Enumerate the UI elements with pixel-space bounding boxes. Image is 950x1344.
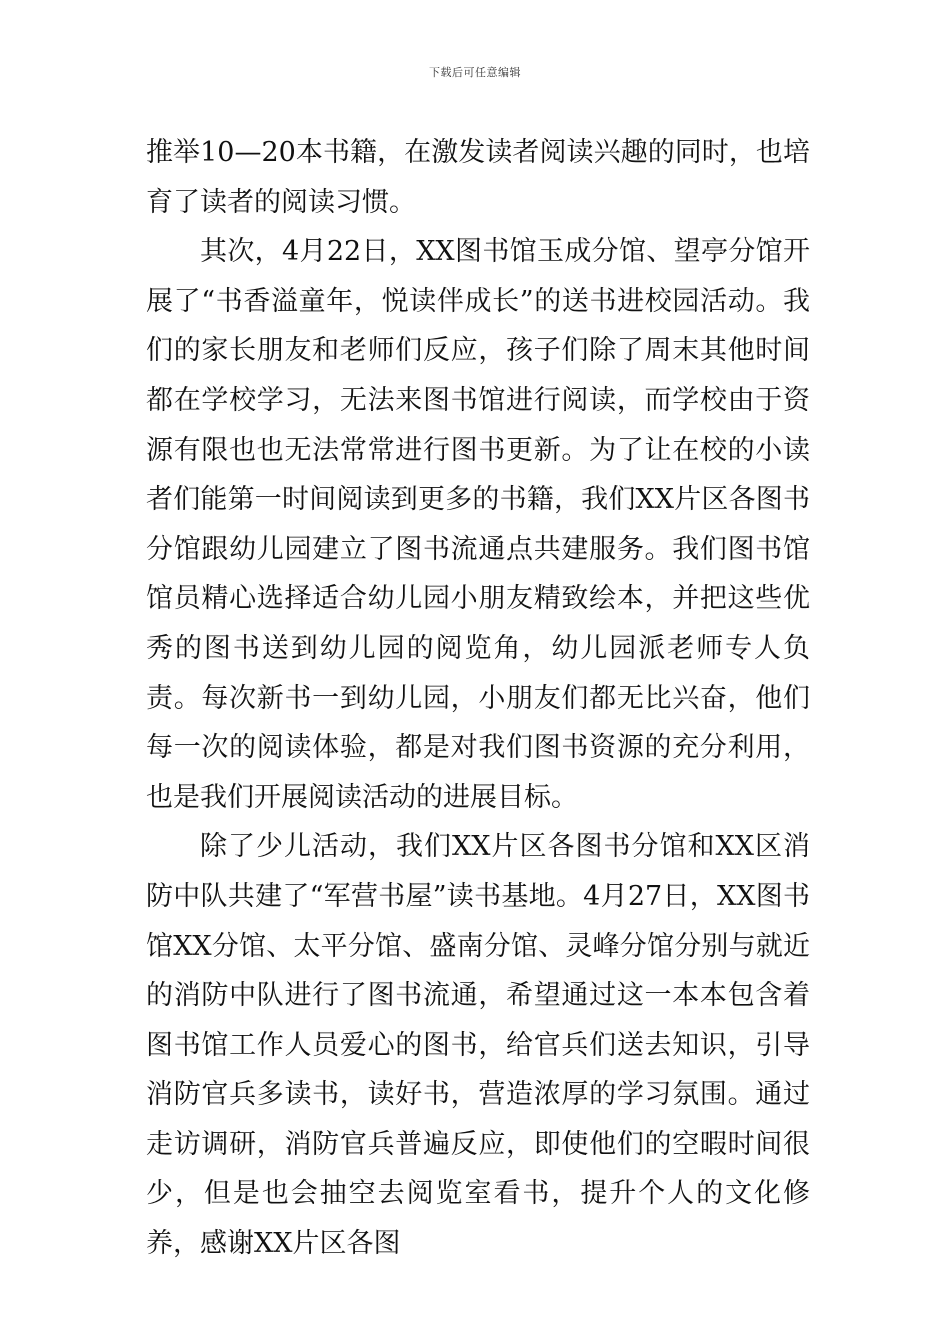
paragraph-continuation: 推举10—20本书籍，在激发读者阅读兴趣的同时，也培育了读者的阅读习惯。 xyxy=(146,137,810,218)
paragraph-fire-brigade: 除了少儿活动，我们XX片区各图书分馆和XX区消防中队共建了“军营书屋”读书基地。4月27日，XX图书馆XX分馆、太平分馆、盛南分馆、灵峰分馆分别与就近的消防中队进行了图书流通，希望通过这一本本包含着图书馆工作人员爱心的图书，给官兵们送去知识，引导消防官兵多读书，读好书，营造浓厚的学习氛围。通过走访调研，消防官兵普遍反应，即使他们的空暇时间很少，但是也会抽空去阅览室看书，提升个人的文化修养，感谢XX片区各图 xyxy=(146,831,810,1260)
paragraph-school-activity: 其次，4月22日，XX图书馆玉成分馆、望亭分馆开展了“书香溢童年，悦读伴成长”的送书进校园活动。我们的家长朋友和老师们反应，孩子们除了周末其他时间都在学校学习，无法来图书馆进行阅读，而学校由于资源有限也也无法常常进行图书更新。为了让在校的小读者们能第一时间阅读到更多的书籍，我们XX片区各图书分馆跟幼儿园建立了图书流通点共建服务。我们图书馆馆员精心选择适合幼儿园小朋友精致绘本，并把这些优秀的图书送到幼儿园的阅览角，幼儿园派老师专人负责。每次新书一到幼儿园，小朋友们都无比兴奋，他们每一次的阅读体验，都是对我们图书资源的充分利用，也是我们开展阅读活动的进展目标。 xyxy=(146,236,810,813)
document-body xyxy=(146,128,810,1269)
page-header: 下载后可任意编辑 xyxy=(429,66,521,79)
